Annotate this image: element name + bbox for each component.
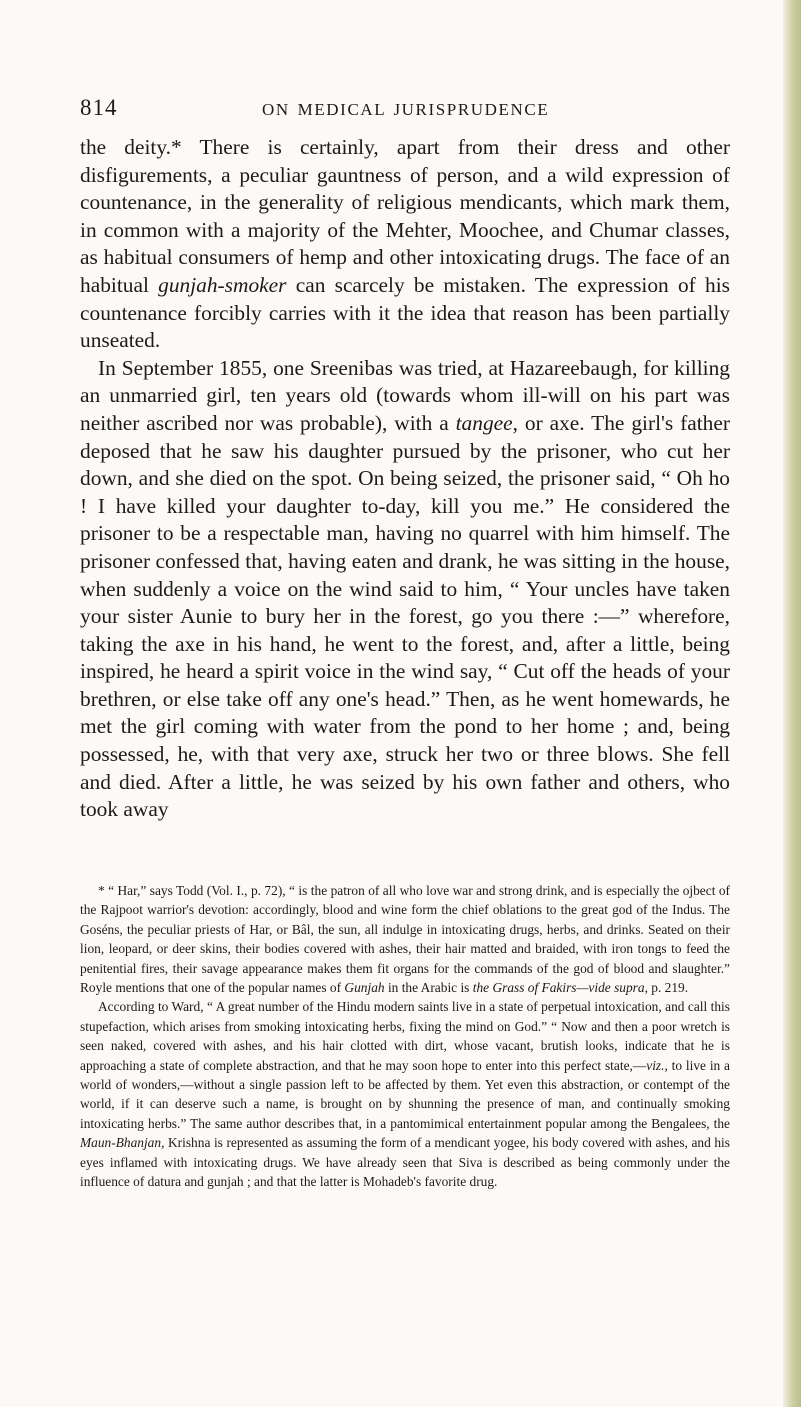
italic-term: viz.: [646, 1057, 665, 1073]
italic-term: the Grass of Fakirs—vide supra: [472, 980, 645, 996]
page-edge: [783, 0, 801, 1407]
text-run: , p. 219.: [644, 980, 689, 996]
italic-term: Maun-Bhanjan: [80, 1135, 162, 1151]
text-run: the deity.* There is certainly, apart from their dress and other disfigurements, a peculiar gauntness of person, and a wild expression of countenance, in the generality of religious mendicants, which mark them, in common with a majority of the Mehter, Moochee, and Chumar classes, as habitual consumers of hemp and other intoxicating drugs. The face of an habitual: [80, 135, 730, 297]
paragraph: [80, 355, 730, 824]
footnotes: [80, 881, 730, 1192]
running-title: ON MEDICAL JURISPRUDENCE: [262, 100, 550, 119]
footnote: [80, 881, 730, 997]
main-text: [80, 134, 730, 824]
page-number: 814: [80, 95, 118, 120]
italic-term: Gunjah: [344, 980, 385, 996]
page-header: [80, 95, 730, 125]
text-run: According to Ward, “ A great number of the Hindu modern saints live in a state of perpetual intoxication, and call this stupefaction, which arises from smoking intoxicating herbs, fixing the mind on God.” “ Now and then a poor wretch is seen naked, covered with ashes, and his hair clotted with dirt, whose vacant, brutish looks, indicate that he is approaching a state of complete abstraction, and that he may soon hope to enter into this perfect state,—: [80, 999, 730, 1073]
text-run: , to live in a world of wonders,—without a single passion left to be affected by them. Yet even this abstraction, or contempt of the world, if it can deserve such a name, is brought on by shunning the presence of man, and continually smoking intoxicating herbs.” The same author describes that, in a pantomimical entertainment popular among the Bengalees, the: [80, 1057, 731, 1131]
text-run: In September 1855, one Sreenibas was tried, at Hazareebaugh, for killing an unmarried girl, ten years old (towards whom ill-will on his part was neither ascribed nor was probable), with a: [80, 355, 730, 435]
footnote: [80, 997, 730, 1191]
italic-term: gunjah-smoker: [158, 272, 287, 297]
italic-term: tangee: [455, 410, 513, 435]
text-run: can scarcely be mistaken. The expression of his countenance forcibly carries with it the idea that reason has been partially unseated.: [80, 272, 730, 353]
paragraph: [80, 134, 730, 355]
text-run: * “ Har,” says Todd (Vol. I., p. 72), “ is the patron of all who love war and strong drink, and is especially the ojbect of the Rajpoot warrior's devotion: accordingly, blood and wine form the chief oblations to the great god of the Indus. The Goséns, the peculiar priests of Har, or Bâl, the sun, all indulge in intoxicating drugs, herbs, and drinks. Seated on their lion, leopard, or deer skins, their bodies covered with ashes, their hair matted and braided, with iron tongs to feed the penitential fires, their savage appearance makes them fit organs for the commands of the god of blood and slaughter.” Royle mentions that one of the popular names of: [80, 883, 730, 996]
text-run: , or axe. The girl's father deposed that he saw his daughter pursued by the prisoner, who cut her down, and she died on the spot. On being seized, the prisoner said, “ Oh ho ! I have killed your daughter to-day, kill you me.” He considered the prisoner to be a respectable man, having no quarrel with him himself. The prisoner confessed that, having eaten and drank, he was sitting in the house, when suddenly a voice on the wind said to him, “ Your uncles have taken your sister Aunie to bury her in the forest, go you there :—” wherefore, taking the axe in his hand, he went to the forest, and, after a little, being inspired, he heard a spirit voice in the wind say, “ Cut off the heads of your brethren, or else take off any one's head.” Then, as he went homewards, he met the girl coming with water from the pond to her home ; and, being possessed, he, with that very axe, struck her two or three blows. She fell and died. After a little, he was seized by his own father and others, who took away: [80, 410, 730, 822]
text-run: , Krishna is represented as assuming the form of a mendicant yogee, his body covered with ashes, and his eyes inflamed with intoxicating drugs. We have already seen that Siva is described as being commonly under the influence of datura and gunjah ; and that the latter is Mohadeb's favorite drug.: [80, 1135, 730, 1190]
text-run: in the Arabic is: [384, 980, 473, 996]
